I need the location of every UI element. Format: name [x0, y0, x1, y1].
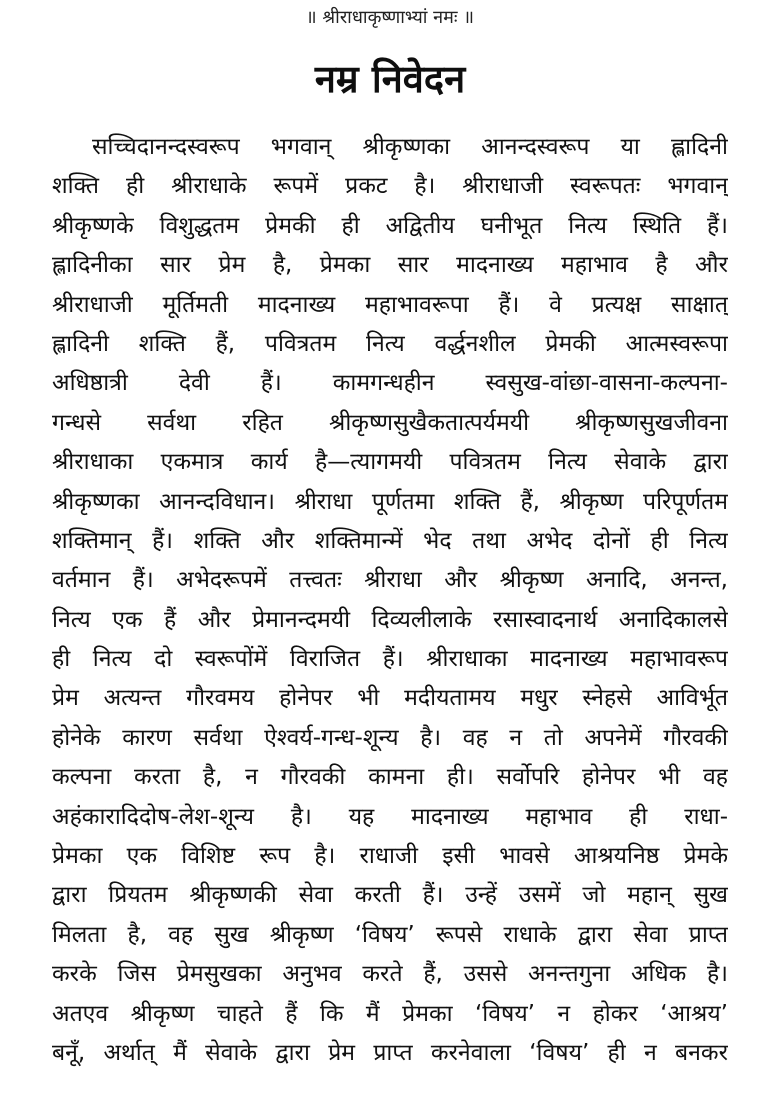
page-title: नम्र निवेदन [314, 57, 466, 101]
text-line: होनेके कारण सर्वथा ऐश्वर्य-गन्ध-शून्य है। वह न तो अपनेमें गौरवकी [52, 724, 728, 751]
text-line: शक्ति ही श्रीराधाके रूपमें प्रकट है। श्रीराधाजी स्वरूपतः भगवान् [52, 173, 728, 200]
text-line: बनूँ, अर्थात् मैं सेवाके द्वारा प्रेम प्राप्त करनेवाला ‘विषय’ ही न बनकर [52, 1039, 728, 1066]
text-line: ह्लादिनी शक्ति हैं, पवित्रतम नित्य वर्द्धनशील प्रेमकी आत्मस्वरूपा [52, 330, 728, 357]
text-line: वर्तमान हैं। अभेदरूपमें तत्त्वतः श्रीराधा और श्रीकृष्ण अनादि, अनन्त, [52, 567, 728, 594]
text-line: ह्लादिनीका सार प्रेम है, प्रेमका सार मादनाख्य महाभाव है और [52, 252, 728, 279]
text-line: द्वारा प्रियतम श्रीकृष्णकी सेवा करती हैं। उन्हें उसमें जो महान् सुख [52, 882, 728, 909]
text-line: श्रीकृष्णका आनन्दविधान। श्रीराधा पूर्णतमा शक्ति हैं, श्रीकृष्ण परिपूर्णतम [52, 488, 728, 515]
text-line: अतएव श्रीकृष्ण चाहते हैं कि मैं प्रेमका ‘विषय’ न होकर ‘आश्रय’ [52, 1000, 728, 1027]
text-line: मिलता है, वह सुख श्रीकृष्ण ‘विषय’ रूपसे राधाके द्वारा सेवा प्राप्त [52, 921, 728, 948]
text-line: श्रीराधाजी मूर्तिमती मादनाख्य महाभावरूपा हैं। वे प्रत्यक्ष साक्षात् [52, 291, 728, 318]
text-line: प्रेमका एक विशिष्ट रूप है। राधाजी इसी भावसे आश्रयनिष्ठ प्रेमके [52, 843, 728, 870]
text-line: श्रीकृष्णके विशुद्धतम प्रेमकी ही अद्वितीय घनीभूत नित्य स्थिति हैं। [52, 212, 728, 239]
body-paragraph [52, 128, 728, 1073]
text-line: करके जिस प्रेमसुखका अनुभव करते हैं, उससे अनन्तगुना अधिक है। [52, 961, 728, 988]
text-line: अहंकारादिदोष-लेश-शून्य है। यह मादनाख्य महाभाव ही राधा- [52, 803, 728, 830]
text-line: गन्धसे सर्वथा रहित श्रीकृष्णसुखैकतात्पर्यमयी श्रीकृष्णसुखजीवना [52, 409, 728, 436]
text-line: ही नित्य दो स्वरूपोंमें विराजित हैं। श्रीराधाका मादनाख्य महाभावरूप [52, 646, 728, 673]
text-line: कल्पना करता है, न गौरवकी कामना ही। सर्वोपरि होनेपर भी वह [52, 764, 728, 791]
text-line: प्रेम अत्यन्त गौरवमय होनेपर भी मदीयतामय मधुर स्नेहसे आविर्भूत [52, 685, 728, 712]
text-line: नित्य एक हैं और प्रेमानन्दमयी दिव्यलीलाके रसास्वादनार्थ अनादिकालसे [52, 606, 728, 633]
text-line: अधिष्ठात्री देवी हैं। कामगन्धहीन स्वसुख-वांछा-वासना-कल्पना- [52, 370, 728, 397]
page-invocation: ॥ श्रीराधाकृष्णाभ्यां नमः ॥ [305, 7, 475, 28]
text-line: सच्चिदानन्दस्वरूप भगवान् श्रीकृष्णका आनन्दस्वरूप या ह्लादिनी [92, 134, 728, 160]
text-line: श्रीराधाका एकमात्र कार्य है—त्यागमयी पवित्रतम नित्य सेवाके द्वारा [52, 449, 728, 476]
text-line: शक्तिमान् हैं। शक्ति और शक्तिमान्में भेद तथा अभेद दोनों ही नित्य [52, 527, 728, 554]
